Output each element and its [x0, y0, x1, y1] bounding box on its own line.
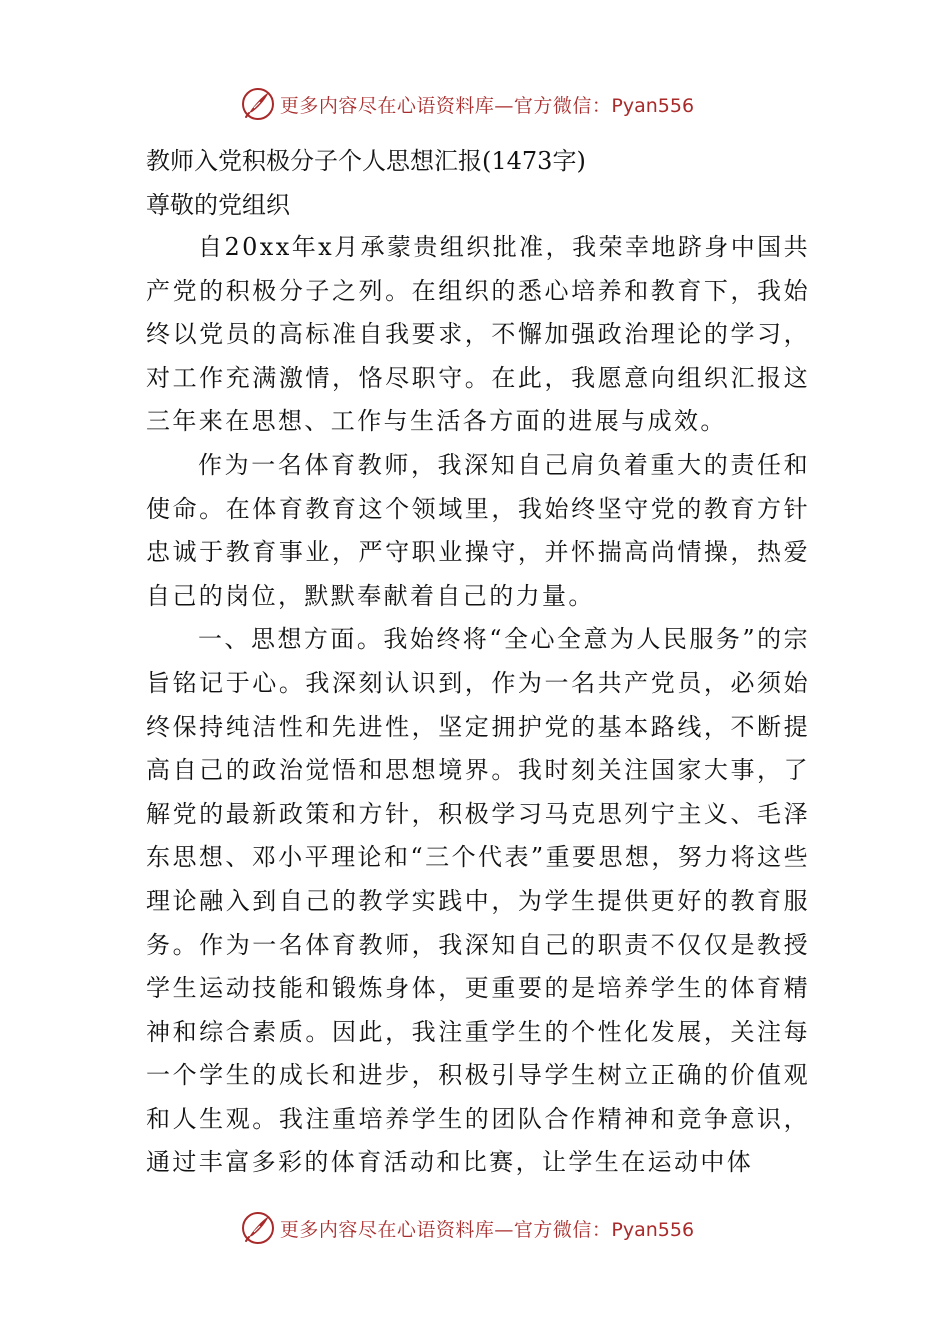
quill-pen-logo-icon	[240, 1210, 276, 1246]
paragraph: 自20xx年x月承蒙贵组织批准，我荣幸地跻身中国共产党的积极分子之列。在组织的悉心培养和教育下，我始终以党员的高标准自我要求，不懈加强政治理论的学习，对工作充满激情，恪尽职守。在此，我愿意向组织汇报这三年来在思想、工作与生活各方面的进展与成效。	[146, 233, 810, 436]
footer-banner-label: 更多内容尽在心语资料库—官方微信：	[279, 1218, 612, 1241]
footer-banner-inner	[240, 1210, 694, 1246]
header-banner-text	[280, 91, 694, 118]
paragraph: 一、思想方面。我始终将“全心全意为人民服务”的宗旨铭记于心。我深刻认识到，作为一名共产党员，必须始终保持纯洁性和先进性，坚定拥护党的基本路线，不断提高自己的政治觉悟和思想境界。我时刻关注国家大事，了解党的最新政策和方针，积极学习马克思列宁主义、毛泽东思想、邓小平理论和“三个代表”重要思想，努力将这些理论融入到自己的教学实践中，为学生提供更好的教育服务。作为一名体育教师，我深知自己的职责不仅仅是教授学生运动技能和锻炼身体，更重要的是培养学生的体育精神和综合素质。因此，我注重学生的个性化发展，关注每一个学生的成长和进步，积极引导学生树立正确的价值观和人生观。我注重培养学生的团队合作精神和竞争意识，通过丰富多彩的体育活动和比赛，让学生在运动中体	[146, 625, 810, 1177]
document-title: 教师入党积极分子个人思想汇报(1473字)	[146, 147, 586, 175]
header-banner	[0, 84, 950, 124]
document-body	[146, 141, 810, 1185]
paragraph: 作为一名体育教师，我深知自己肩负着重大的责任和使命。在体育教育这个领域里，我始终坚守党的教育方针忠诚于教育事业，严守职业操守，并怀揣高尚情操，热爱自己的岗位，默默奉献着自己的力量。	[146, 450, 810, 610]
footer-banner	[0, 1208, 950, 1248]
footer-banner-text	[280, 1215, 694, 1242]
header-banner-wechat-id: Pyan556	[611, 94, 695, 117]
document-salutation: 尊敬的党组织	[146, 191, 290, 219]
footer-banner-wechat-id: Pyan556	[611, 1218, 695, 1241]
header-banner-inner	[240, 86, 694, 122]
quill-pen-logo-icon	[240, 86, 276, 122]
header-banner-label: 更多内容尽在心语资料库—官方微信：	[279, 94, 612, 117]
